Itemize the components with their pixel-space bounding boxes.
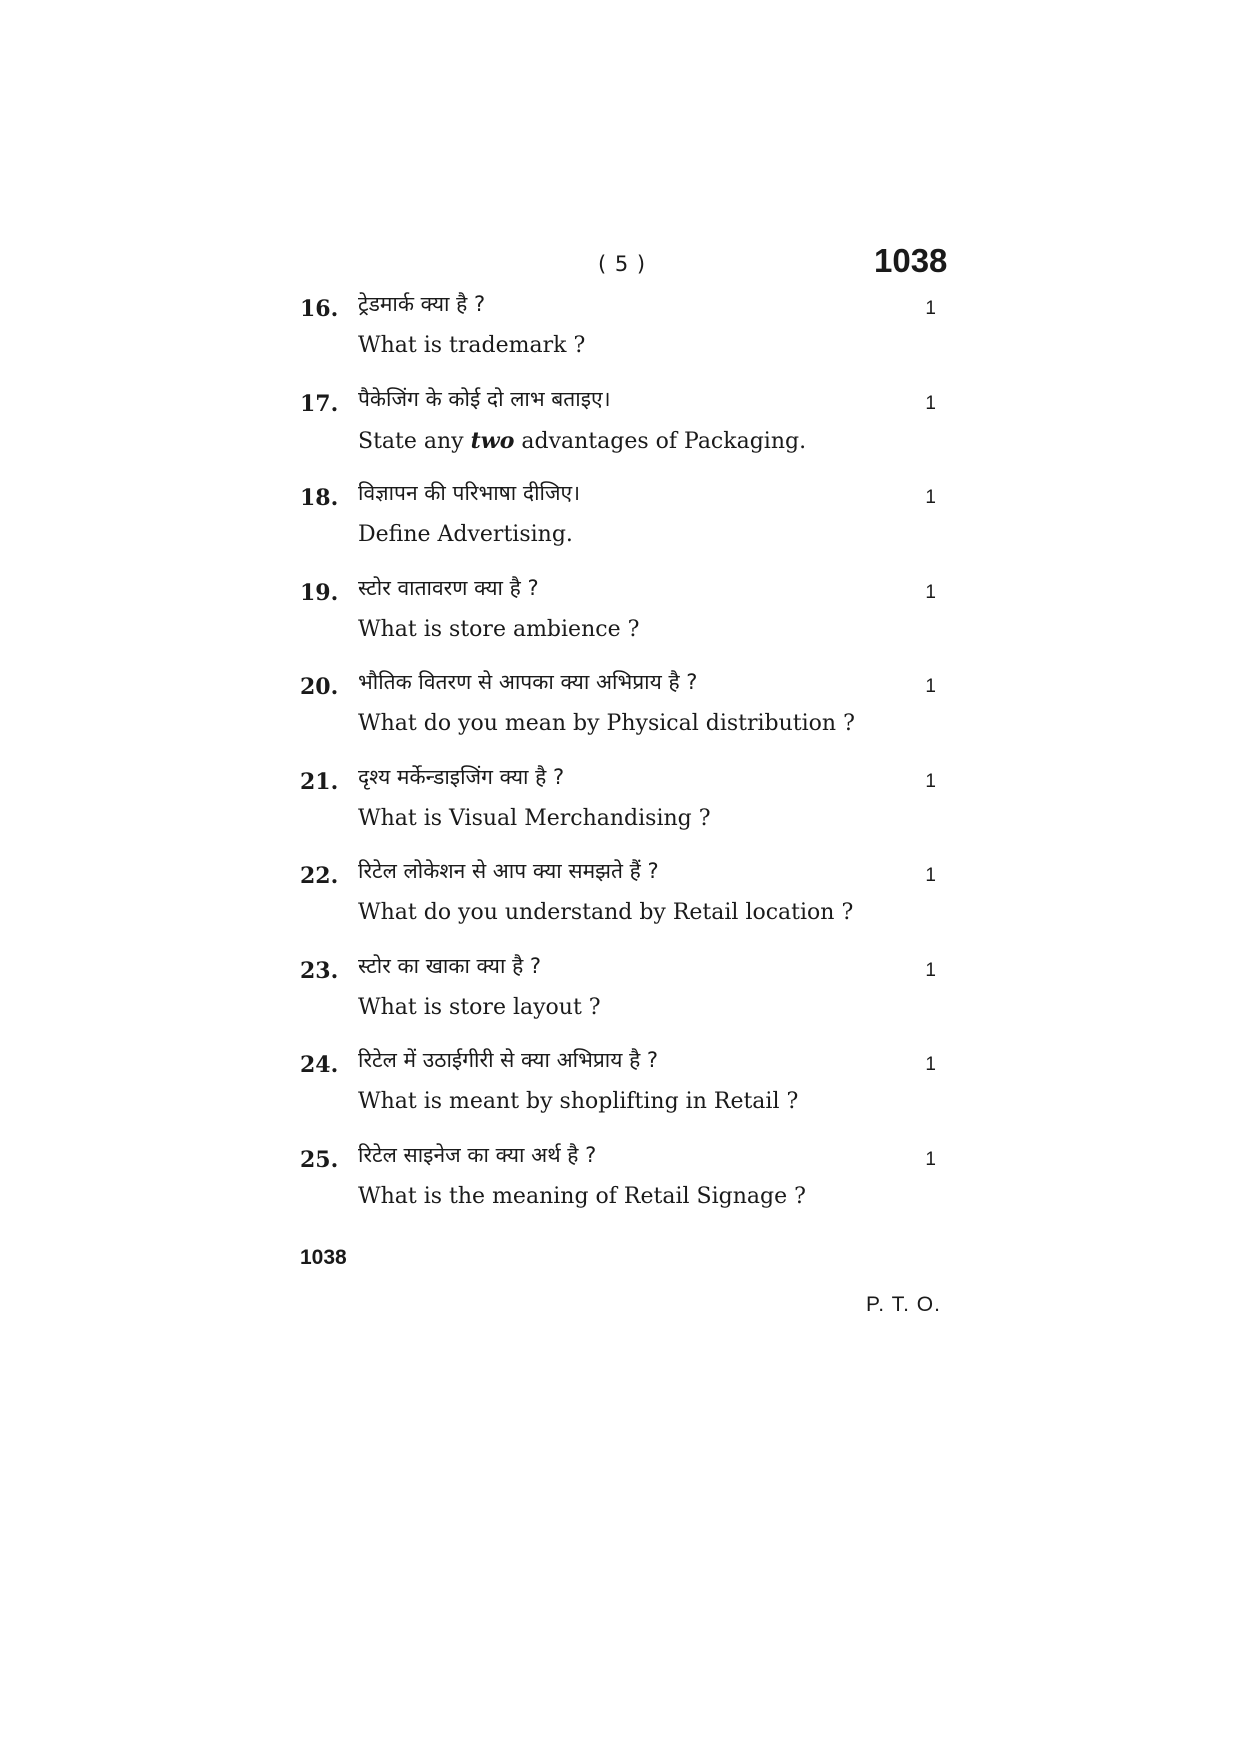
question-english: What is store layout ?	[358, 994, 601, 1020]
question-marks: 1	[925, 1054, 936, 1075]
question-marks: 1	[925, 581, 936, 603]
question-english: What is meant by shoplifting in Retail ?	[358, 1089, 799, 1114]
question-18	[300, 477, 950, 572]
question-number: 18.	[300, 485, 339, 511]
pto-label: P. T. O.	[866, 1293, 941, 1316]
question-19	[300, 572, 950, 667]
question-number: 21.	[300, 768, 339, 795]
english-pre: State any	[358, 428, 471, 454]
question-marks: 1	[925, 487, 936, 508]
question-marks: 1	[925, 676, 936, 697]
question-24	[300, 1044, 950, 1139]
question-hindi: पैकेजिंग के कोई दो लाभ बताइए।	[358, 386, 611, 411]
question-number: 25.	[300, 1146, 339, 1173]
question-english: What is store ambience ?	[358, 616, 640, 642]
question-marks: 1	[925, 392, 936, 414]
english-emphasis: two	[470, 427, 515, 454]
paper-code-top: 1038	[874, 242, 948, 279]
question-number: 22.	[300, 863, 339, 889]
question-25	[300, 1139, 950, 1234]
question-marks: 1	[925, 959, 936, 981]
question-english: What is Visual Merchandising ?	[358, 805, 711, 831]
question-marks: 1	[925, 1148, 936, 1170]
paper-code-bottom: 1038	[300, 1246, 347, 1269]
question-english	[358, 428, 806, 454]
question-hindi: विज्ञापन की परिभाषा दीजिए।	[358, 481, 581, 505]
question-hindi: दृश्य मर्केन्डाइजिंग क्या है ?	[358, 764, 565, 789]
question-marks: 1	[925, 298, 936, 319]
question-number: 20.	[300, 674, 339, 700]
question-16	[300, 288, 950, 383]
question-hindi: स्टोर का खाका क्या है ?	[358, 953, 542, 978]
question-marks: 1	[925, 770, 936, 792]
question-number: 16.	[300, 296, 339, 322]
question-number: 17.	[300, 390, 339, 417]
question-english: What do you mean by Physical distribution ?	[358, 711, 855, 736]
question-hindi: रिटेल में उठाईगीरी से क्या अभिप्राय है ?	[358, 1048, 659, 1072]
question-hindi: रिटेल साइनेज का क्या अर्थ है ?	[358, 1142, 597, 1167]
question-english: What do you understand by Retail location ?	[358, 900, 854, 925]
question-number: 24.	[300, 1052, 339, 1078]
question-number: 19.	[300, 579, 339, 606]
question-20	[300, 666, 950, 761]
question-marks: 1	[925, 865, 936, 886]
question-english: What is the meaning of Retail Signage ?	[358, 1183, 806, 1209]
english-post: advantages of Packaging.	[514, 428, 807, 454]
question-hindi: स्टोर वातावरण क्या है ?	[358, 575, 539, 600]
page-number: ( 5 )	[598, 252, 647, 276]
question-english: Define Advertising.	[358, 522, 573, 547]
question-number: 23.	[300, 957, 339, 984]
question-22	[300, 855, 950, 950]
question-23	[300, 950, 950, 1045]
question-hindi: रिटेल लोकेशन से आप क्या समझते हैं ?	[358, 859, 659, 883]
question-list	[300, 288, 950, 1233]
question-hindi: ट्रेडमार्क क्या है ?	[358, 292, 486, 316]
question-hindi: भौतिक वितरण से आपका क्या अभिप्राय है ?	[358, 670, 698, 694]
question-english: What is trademark ?	[358, 333, 586, 358]
question-21	[300, 761, 950, 856]
question-17	[300, 383, 950, 478]
